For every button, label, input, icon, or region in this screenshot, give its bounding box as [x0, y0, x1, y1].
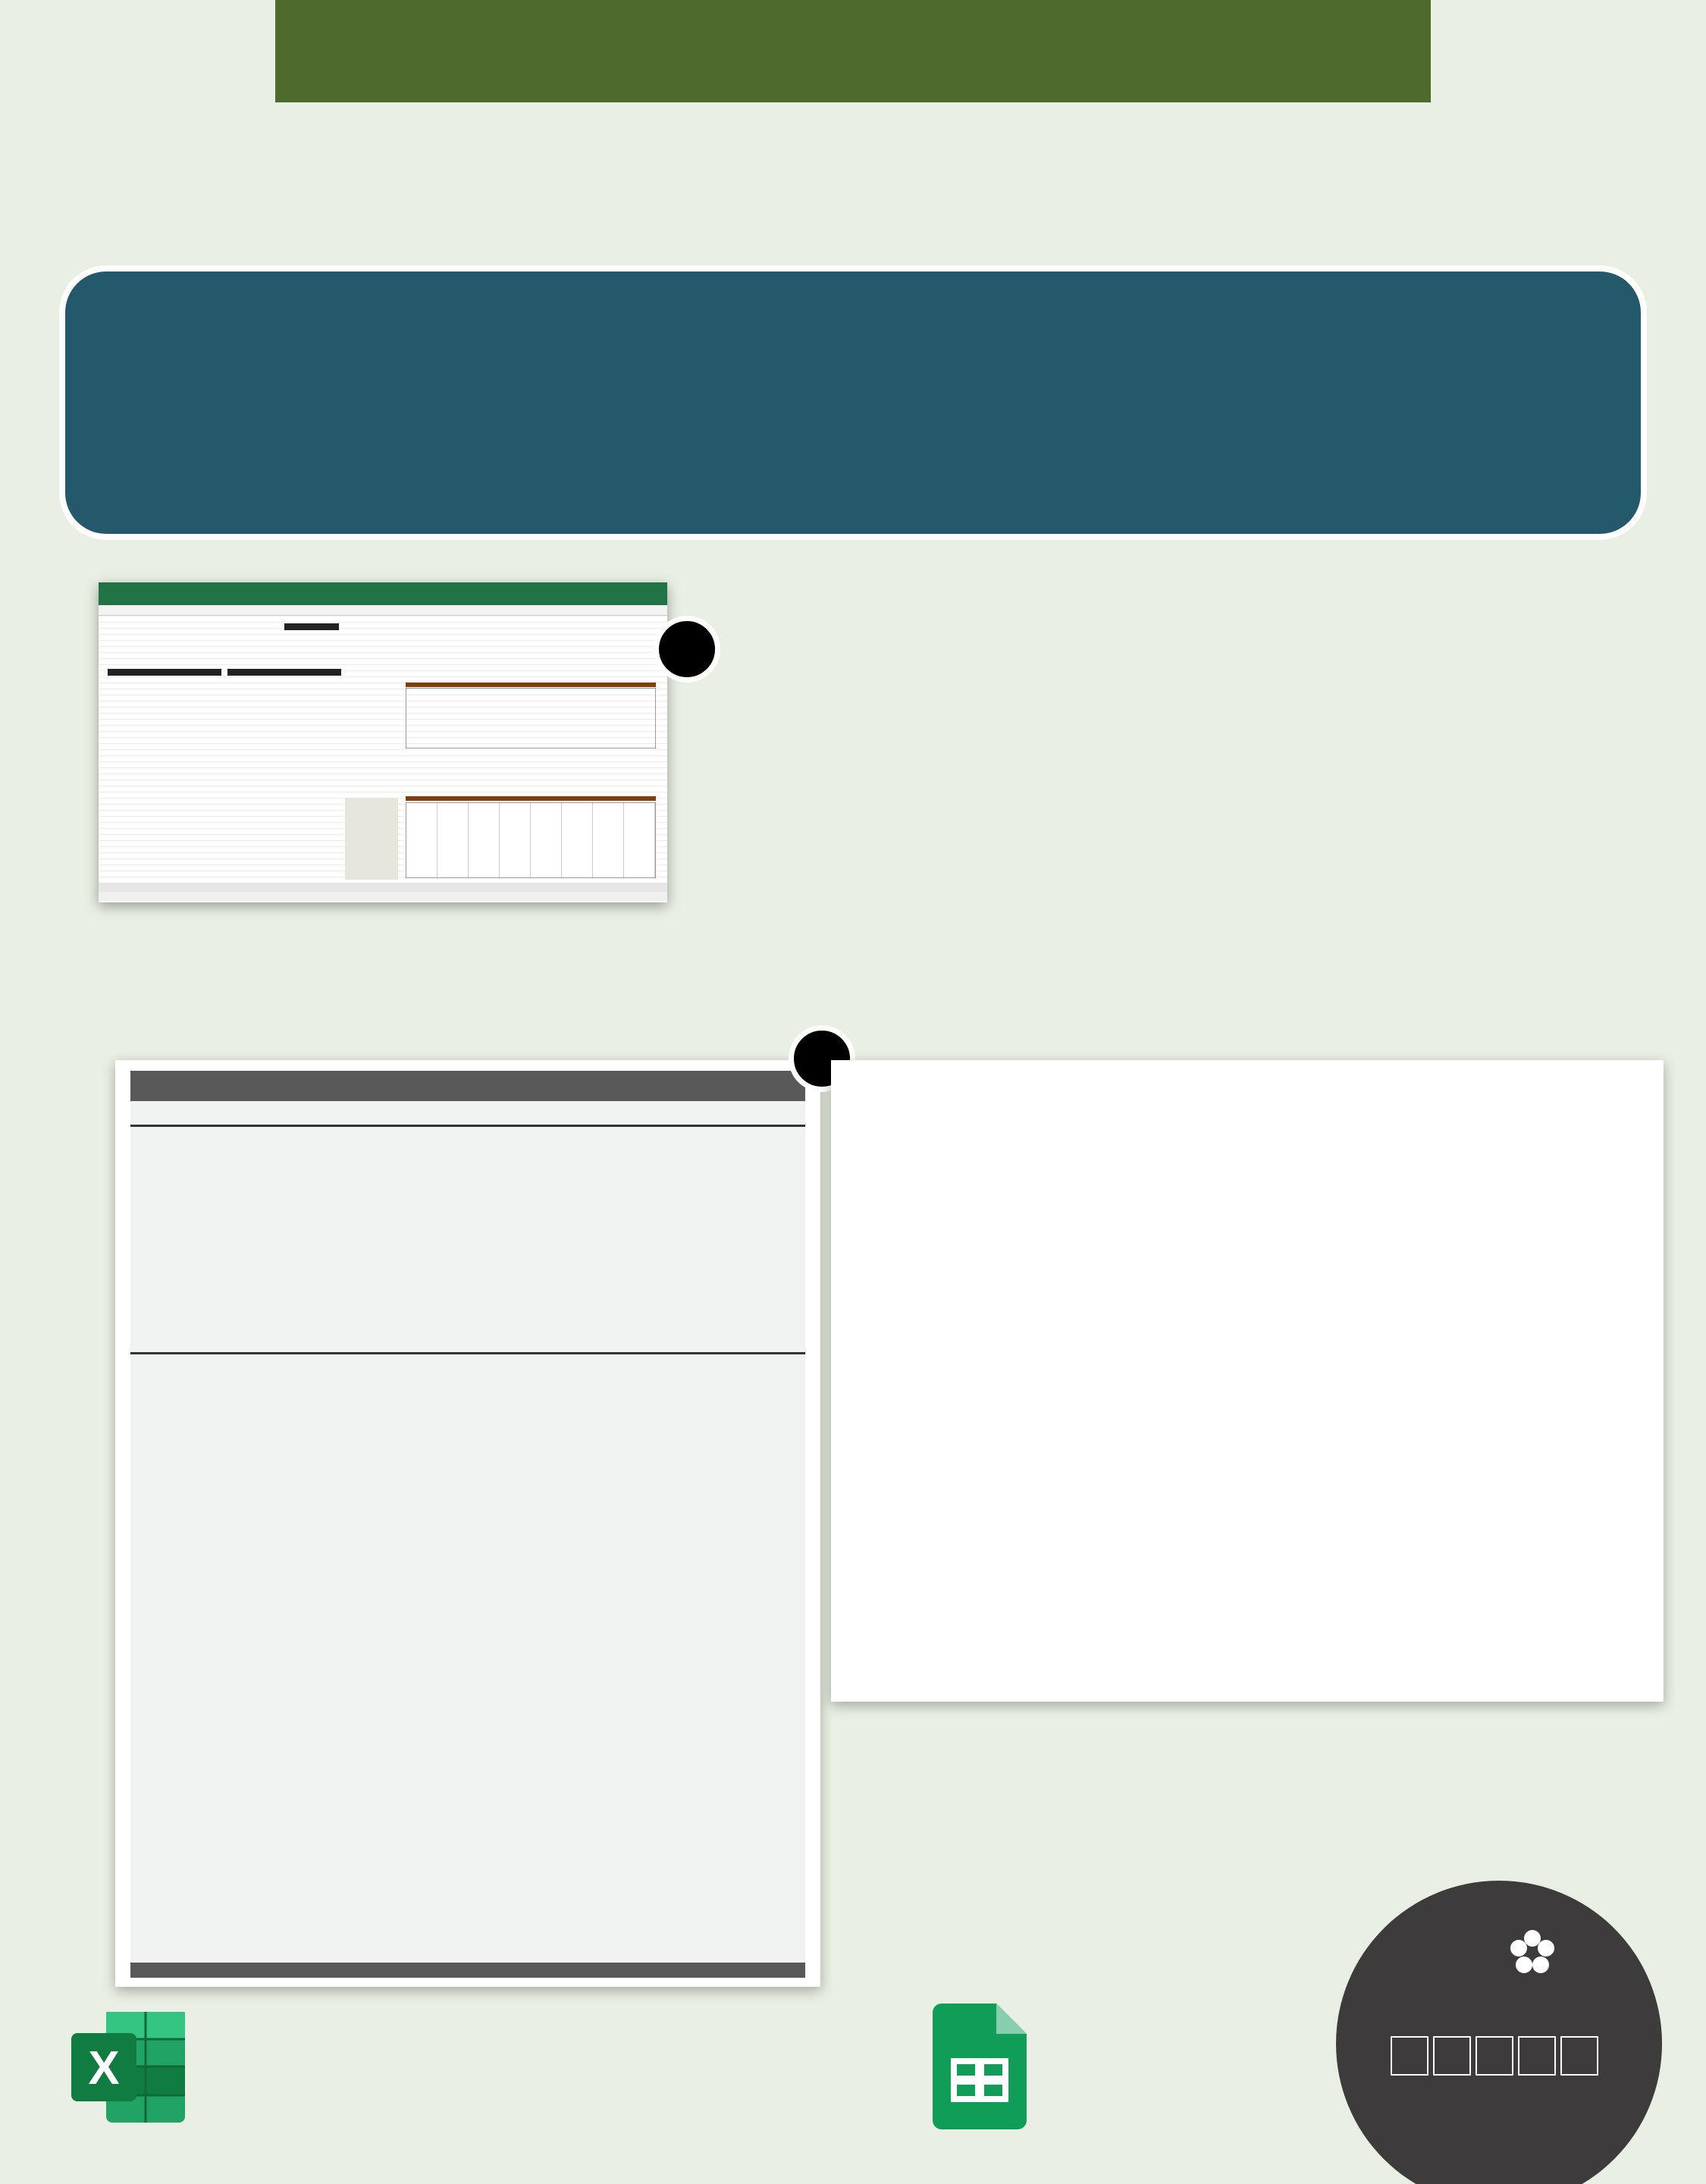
dashboard-inner	[130, 1071, 805, 1978]
feature-box	[59, 265, 1647, 540]
excel-black-bar	[227, 669, 341, 676]
logo-sheet	[1391, 2036, 1598, 2076]
excel-icon	[68, 2006, 191, 2129]
growsheet-logo	[1336, 1881, 1662, 2184]
excel-black-bar	[108, 669, 221, 676]
excel-shaded-col	[345, 798, 398, 880]
top-banner	[275, 0, 1431, 102]
excel-title-bar	[99, 582, 667, 595]
dashboard-footer	[130, 1963, 805, 1978]
section-distribution	[130, 1330, 805, 1354]
chart-turnover-rate	[468, 1367, 801, 1556]
flower-icon	[1506, 1926, 1559, 1979]
chart-education	[468, 1759, 801, 1949]
excel-screenshot	[99, 582, 667, 902]
google-sheets-icon	[933, 2004, 1027, 2129]
excel-menu-button	[284, 623, 339, 630]
employee-profile	[831, 1060, 1664, 1702]
excel-orange-bar	[406, 682, 656, 687]
logo-letter	[1433, 2036, 1471, 2076]
chart-base-salary	[134, 1130, 468, 1320]
excel-orange-bar	[406, 796, 656, 801]
chart-hired-resigned	[134, 1367, 468, 1556]
logo-letter	[1518, 2036, 1556, 2076]
logo-letter	[1560, 2036, 1598, 2076]
excel-ribbon	[99, 595, 667, 605]
excel-grid	[99, 616, 667, 883]
chart-salaried-hourly	[134, 1560, 468, 1749]
excel-table	[406, 802, 656, 878]
chart-male-female	[468, 1560, 801, 1749]
dashboard-title	[130, 1071, 805, 1101]
bullet-dot	[654, 616, 720, 682]
excel-sheet-tabs	[99, 883, 667, 892]
svg-text:X: X	[88, 2042, 120, 2095]
section-budget	[130, 1103, 805, 1127]
excel-formula-bar	[99, 605, 667, 616]
excel-status-bar	[99, 892, 667, 901]
excel-table	[406, 688, 656, 748]
chart-no-of-employees	[468, 1130, 801, 1320]
logo-letter	[1391, 2036, 1428, 2076]
logo-letter	[1476, 2036, 1513, 2076]
chart-age	[134, 1759, 468, 1949]
dashboard-panel	[115, 1060, 820, 1987]
